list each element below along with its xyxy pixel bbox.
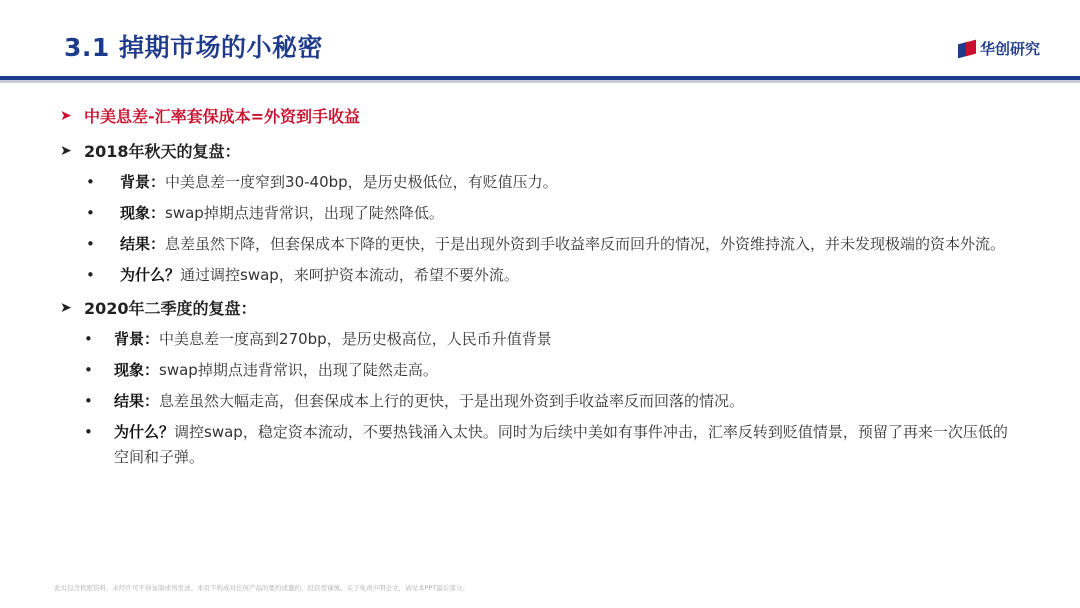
arrow-bullet-icon: ➤: [60, 142, 72, 159]
bullet-dot: •: [86, 204, 95, 222]
list-item: • 现象：swap掉期点违背常识，出现了陡然降低。: [60, 201, 1020, 226]
item-label: 背景: [114, 330, 145, 348]
list-item: • 为什么？通过调控swap，来呵护资本流动，希望不要外流。: [60, 263, 1020, 288]
item-label: 现象: [120, 204, 151, 222]
bullet-dot: •: [86, 173, 95, 191]
logo-text: 华创研究: [979, 40, 1040, 58]
item-text: 息差虽然下降，但套保成本下降的更快，于是出现外资到手收益率反而回升的情况，外资维持流入，并未发现极端的资本外流。: [165, 235, 1006, 253]
slide-content: [60, 104, 1020, 478]
huachuang-logo-icon: [958, 40, 976, 58]
item-text: 中美息差一度窄到30-40bp，是历史极低位，有贬值压力。: [165, 173, 558, 191]
highlight-row: [60, 104, 1020, 127]
list-item: • 结果：息差虽然下降，但套保成本下降的更快，于是出现外资到手收益率反而回升的情况，外资维持流入，并未发现极端的资本外流。: [60, 232, 1020, 257]
list-item: • 背景：中美息差一度高到270bp，是历史极高位，人民币升值背景: [60, 327, 1020, 352]
item-label: 背景: [120, 173, 151, 191]
item-text: swap掉期点违背常识，出现了陡然走高。: [159, 361, 438, 379]
bullet-dot: •: [84, 392, 93, 410]
item-label: 结果: [120, 235, 151, 253]
bullet-dot: •: [84, 330, 93, 348]
section-title: 2018年秋天的复盘：: [84, 142, 241, 161]
arrow-bullet-icon: ➤: [60, 299, 72, 316]
arrow-bullet-icon: ➤: [60, 107, 72, 124]
item-text: 息差虽然大幅走高，但套保成本上行的更快，于是出现外资到手收益率反而回落的情况。: [159, 392, 745, 410]
item-text: 通过调控swap，来呵护资本流动，希望不要外流。: [180, 266, 519, 284]
item-text: 中美息差一度高到270bp，是历史极高位，人民币升值背景: [159, 330, 552, 348]
item-label: 为什么: [114, 423, 160, 441]
item-label: 为什么: [120, 266, 166, 284]
bullet-dot: •: [84, 361, 93, 379]
section-title: 2020年二季度的复盘：: [84, 299, 257, 318]
item-text: swap掉期点违背常识，出现了陡然降低。: [165, 204, 444, 222]
item-text: 调控swap，稳定资本流动，不要热钱涌入太快。同时为后续中美如有事件冲击，汇率反转到贬值情景，预留了再来一次压低的空间和子弹。: [114, 423, 1008, 466]
bullet-dot: •: [86, 266, 95, 284]
item-label: 结果: [114, 392, 145, 410]
item-label: 现象: [114, 361, 145, 379]
highlight-formula: 中美息差-汇率套保成本=外资到手收益: [84, 107, 361, 126]
list-item: • 为什么？调控swap，稳定资本流动，不要热钱涌入太快。同时为后续中美如有事件冲击，汇率反转到贬值情景，预留了再来一次压低的空间和子弹。: [60, 420, 1020, 470]
list-item: • 结果：息差虽然大幅走高，但套保成本上行的更快，于是出现外资到手收益率反而回落的情况。: [60, 389, 1020, 414]
brand-logo: [958, 38, 1040, 59]
page-title: 3.1 掉期市场的小秘密: [64, 33, 323, 62]
section-2018: [60, 139, 1020, 288]
header-rule-gray: [0, 80, 1080, 83]
bullet-dot: •: [86, 235, 95, 253]
bullet-dot: •: [84, 423, 93, 441]
section-2020: [60, 296, 1020, 470]
disclaimer-footer: 此页包含机密资料，未经许可不得复制或再发送。本页不构成对任何产品的要约或邀约，投资需谨慎。关于免责声明全文，请见本PPT最后部分。: [54, 584, 469, 592]
list-item: • 现象：swap掉期点违背常识，出现了陡然走高。: [60, 358, 1020, 383]
list-item: • 背景：中美息差一度窄到30-40bp，是历史极低位，有贬值压力。: [60, 170, 1020, 195]
